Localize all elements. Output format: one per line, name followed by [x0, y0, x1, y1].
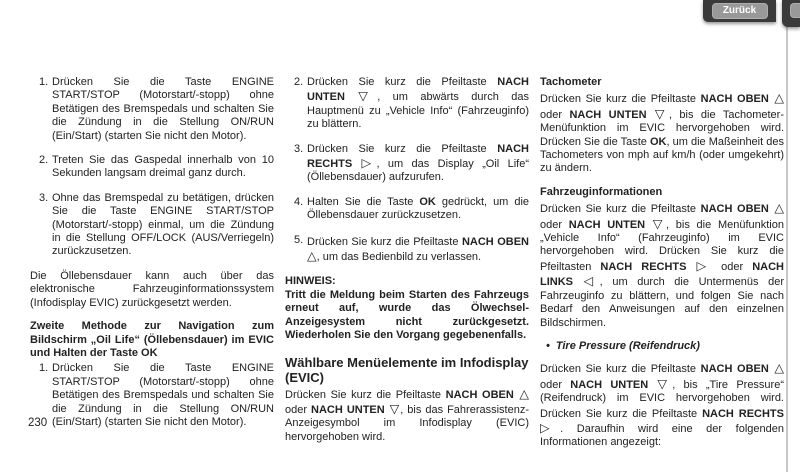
text-run: . Daraufhin wird eine der folgenden Informationen angezeigt:: [540, 422, 784, 449]
list-number: 3.: [294, 142, 304, 155]
text-run: Drücken Sie die Taste ENGINE START/STOP (Motorstart/-stopp) ohne Betätigen des Bremspedals und schalten Sie die Zündung in die Stellung ON/RUN (Ein/Start) (starten Sie nicht den Motor).: [52, 76, 274, 142]
list-number: 1.: [39, 76, 49, 88]
paragraph: [540, 201, 784, 330]
list-item-text: [307, 196, 529, 223]
list-item: [30, 362, 274, 429]
back-button[interactable]: Zurück: [712, 3, 768, 19]
major-heading: [285, 355, 529, 385]
text-run: Drücken Sie die Taste ENGINE START/STOP (Motorstart/-stopp) ohne Betätigen des Bremspedals und schalten Sie die Zündung in die Stellung ON/RUN (Ein/Start) (starten Sie nicht den Motor).: [52, 362, 274, 428]
note-label: [285, 275, 529, 288]
text-run: NACH RECHTS: [702, 407, 784, 420]
section-heading: [540, 76, 784, 89]
text-run: Drücken Sie kurz die Pfeiltaste: [285, 388, 446, 401]
text-run: NACH UNTEN: [307, 76, 529, 104]
text-run: OK: [649, 135, 667, 148]
text-run: Zweite Methode zur Navigation zum Bildschirm „Oil Life“ (Öllebensdauer) im EVIC und Halten der Taste OK: [30, 320, 274, 359]
arrow-down-icon: ▽: [646, 105, 669, 121]
arrow-up-icon: △: [768, 90, 784, 106]
text-run: oder: [540, 108, 570, 121]
text-run: NACH UNTEN: [311, 403, 385, 416]
list-item-text: [52, 362, 274, 429]
arrow-up-icon: △: [307, 248, 317, 264]
text-run: Drücken Sie kurz die Pfeiltaste: [307, 142, 498, 155]
text-run: , um das Bedienbild zu verlassen.: [316, 251, 482, 264]
list-item-text: [52, 76, 274, 143]
page-edge-divider: [786, 25, 788, 472]
text-run: Treten Sie das Gaspedal innerhalb von 10 Sekunden langsam dreimal ganz durch.: [52, 154, 274, 180]
text-run: , bis die Menüfunktion „Vehicle Info“ (Fahrzeuginfo) im EVIC hervorgehoben wird. Drücken Sie kurz die Pfeiltasten: [540, 218, 784, 273]
bullet-item-text: [556, 340, 700, 353]
page-number: 230: [28, 417, 48, 429]
text-run: , um die Maßeinheit des Tachometers von mph auf km/h (oder umgekehrt) zu ändern.: [540, 135, 784, 175]
text-run: NACH OBEN: [700, 93, 769, 106]
list-item: [30, 192, 274, 259]
text-run: oder: [712, 260, 753, 273]
text-run: OK: [419, 195, 436, 208]
text-run: NACH RECHTS: [600, 260, 687, 273]
text-run: , bis „Tire Pressure“ (Reifendruck) im EVIC hervorgehoben wird. Drücken Sie kurz die Pfeiltaste: [540, 378, 784, 420]
paragraph: [285, 289, 529, 343]
bullet-marker: •: [546, 339, 550, 352]
text-run: NACH RECHTS: [307, 142, 529, 171]
list-number: 5.: [294, 233, 304, 246]
list-item-text: [52, 192, 274, 259]
list-item: [285, 76, 529, 132]
text-run: oder: [285, 403, 312, 416]
list-item: [285, 234, 529, 265]
text-run: Halten Sie die Taste: [307, 195, 420, 208]
text-run: NACH UNTEN: [568, 218, 646, 231]
paragraph: [540, 91, 784, 175]
list-number: 2.: [294, 76, 304, 88]
text-run: Die Öllebensdauer kann auch über das elektronische Fahrzeuginformationssystem (Infodisplay EVIC) zurückgesetzt werden.: [30, 269, 274, 309]
list-item-text: [307, 143, 529, 185]
text-run: Tire Pressure (Reifendruck): [555, 339, 700, 352]
viewer-toolbar: [703, 0, 776, 22]
text-columns: [30, 76, 784, 460]
text-run: NACH OBEN: [445, 388, 514, 401]
forward-button-partial[interactable]: [790, 3, 800, 18]
text-run: NACH LINKS: [540, 260, 784, 289]
list-item-text: [307, 234, 529, 265]
paragraph: [285, 387, 529, 445]
paragraph: [540, 361, 784, 449]
list-number: 1.: [39, 362, 49, 375]
list-item-text: [52, 154, 274, 181]
text-run: Fahrzeuginformationen: [540, 185, 663, 198]
arrow-up-icon: △: [513, 385, 529, 401]
column-2: [285, 76, 529, 460]
section-heading: [540, 186, 784, 199]
text-run: , bis das Fahrerassistenz-Anzeigesymbol im Infodisplay (EVIC) hervorgehoben wird.: [285, 403, 529, 443]
list-item-text: [307, 76, 529, 132]
arrow-down-icon: ▽: [648, 375, 673, 391]
text-run: , um durch die Untermenüs der Fahrzeuginfo zu blättern, und folgen Sie nach Bedarf den Anweisungen auf den einzelnen Bildschirmen.: [540, 276, 784, 329]
column-3: [540, 76, 784, 460]
text-run: gedrückt, um die Öllebensdauer zurückzusetzen.: [307, 195, 530, 222]
text-run: , um abwärts durch das Hauptmenü zu „Vehicle Info“ (Fahrzeuginfo) zu blättern.: [307, 91, 529, 131]
text-run: NACH OBEN: [700, 363, 769, 376]
arrow-up-icon: △: [768, 200, 784, 216]
text-run: Wählbare Menüelemente im Infodisplay (EVIC): [285, 354, 529, 385]
arrow-left-icon: ◁: [573, 273, 600, 289]
text-run: Drücken Sie kurz die Pfeiltaste: [540, 363, 701, 376]
text-run: Drücken Sie kurz die Pfeiltaste: [540, 93, 701, 106]
text-run: HINWEIS:: [285, 275, 336, 288]
arrow-up-icon: △: [768, 360, 784, 376]
list-item: [285, 196, 529, 223]
arrow-down-icon: ▽: [344, 88, 378, 104]
text-run: Drücken Sie kurz die Pfeiltaste: [307, 76, 498, 88]
list-item: [30, 154, 274, 181]
list-item: [285, 143, 529, 185]
text-run: oder: [540, 378, 571, 391]
list-number: 2.: [39, 154, 49, 167]
text-run: Tritt die Meldung beim Starten des Fahrzeugs erneut auf, wurde das Ölwechsel-Anzeigesystem nicht zurückgesetzt. Wiederholen Sie den Vorgang gegebenenfalls.: [285, 288, 529, 342]
text-run: NACH UNTEN: [569, 108, 647, 121]
viewer-toolbar-right: [782, 0, 800, 27]
text-run: , bis die Tachometer-Menüfunktion im EVIC hervorgehoben wird. Drücken Sie die Taste: [540, 108, 784, 148]
list-item: [30, 76, 274, 143]
arrow-right-icon: ▷: [352, 155, 377, 171]
list-number: 4.: [294, 195, 304, 208]
text-run: Tachometer: [540, 76, 602, 88]
text-run: Ohne das Bremspedal zu betätigen, drücken Sie die Taste ENGINE START/STOP (Motorstart/-stopp) einmal, um die Zündung in die Stellung OFF/LOCK (AUS/Verriegeln) zurückzusetzen.: [52, 191, 274, 258]
column-1: [30, 76, 274, 460]
text-run: Drücken Sie kurz die Pfeiltaste: [307, 235, 462, 248]
text-run: oder: [540, 218, 569, 231]
text-run: , um das Display „Oil Life“ (Öllebensdauer) aufzurufen.: [307, 158, 529, 184]
paragraph: [30, 270, 274, 310]
text-run: Drücken Sie kurz die Pfeiltaste: [540, 203, 701, 216]
section-heading: [30, 320, 274, 360]
list-number: 3.: [39, 191, 49, 204]
arrow-down-icon: ▽: [384, 400, 401, 416]
arrow-right-icon: ▷: [540, 419, 561, 435]
text-run: NACH OBEN: [700, 203, 769, 216]
arrow-right-icon: ▷: [686, 257, 713, 273]
bullet-item: [540, 340, 784, 353]
text-run: NACH OBEN: [461, 235, 529, 248]
text-run: NACH UNTEN: [570, 378, 649, 391]
arrow-down-icon: ▽: [645, 215, 667, 231]
